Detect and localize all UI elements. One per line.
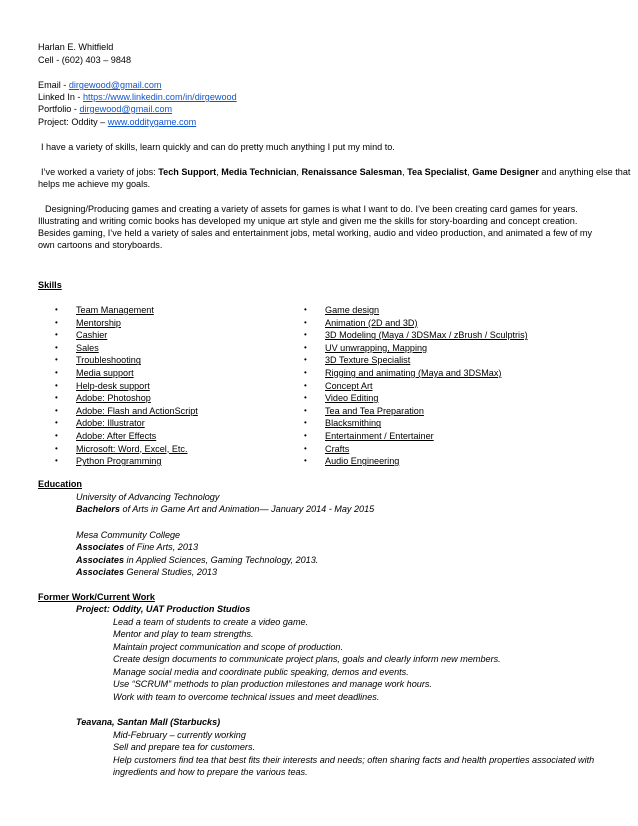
degree-detail: of Fine Arts, 2013 <box>124 542 198 552</box>
skill-label[interactable]: Team Management <box>76 305 154 315</box>
skill-label[interactable]: Help-desk support <box>76 380 150 391</box>
skill-label[interactable]: Microsoft: Word, Excel, Etc. <box>76 443 188 454</box>
portfolio-link[interactable]: dirgewood@gmail.com <box>79 104 173 114</box>
job-duty: Help customers find tea that best fits their interests and needs; often sharing facts and health properties associated with <box>113 755 595 765</box>
job-duty: Mentor and play to team strengths. <box>113 629 254 639</box>
job-duty: Create design documents to communicate project plans, goals and clearly inform new members. <box>113 654 501 664</box>
bullet: • <box>55 305 58 314</box>
degree-detail: of Arts in Game Art and Animation— January 2014 - May 2015 <box>119 504 375 514</box>
skill-label[interactable]: UV unwrapping, Mapping <box>325 342 428 353</box>
skill-label[interactable]: Animation (2D and 3D) <box>325 317 418 328</box>
separator: , <box>296 167 302 177</box>
email-label: Email - <box>38 80 69 90</box>
bullet: • <box>55 393 58 403</box>
bullet: • <box>304 317 307 327</box>
skills-heading: Skills <box>38 280 62 290</box>
job-game-designer: Game Designer <box>472 167 539 177</box>
education-heading: Education <box>38 479 82 489</box>
bullet: • <box>304 456 307 466</box>
degree-detail: in Applied Sciences, Gaming Technology, 2013. <box>124 555 319 565</box>
school-mesa: Mesa Community College <box>76 530 181 540</box>
skills-list-right <box>304 304 528 468</box>
skill-item <box>55 430 198 443</box>
summary-paragraph-2-line-2: helps me achieve my goals. <box>38 179 151 189</box>
skill-label[interactable]: Cashier <box>76 330 108 341</box>
bullet: • <box>304 342 307 352</box>
bullet: • <box>304 443 307 453</box>
contact-linkedin-line <box>38 91 237 103</box>
skill-item <box>55 367 198 380</box>
job-duty: ingredients and how to prepare the various teas. <box>113 767 308 777</box>
skill-item <box>304 380 528 393</box>
summary-paragraph-3: Designing/Producing games and creating a variety of assets for games is what I want to do. I’ve been creating card games for years. Illustrating and writing comic books has developed my unique art style and given me the skills for story-boarding and concept creation. Besides gaming, I’ve held a variety of sales and entertainment jobs, metal working, audio and video production, and animated a few of my own cartoons and storyboards. <box>38 204 593 250</box>
job-duty: Use “SCRUM” methods to plan production milestones and manage work hours. <box>113 679 432 689</box>
skill-label[interactable]: Adobe: Flash and ActionScript <box>76 405 198 416</box>
degree-associates-applied-sciences <box>76 554 318 566</box>
bullet: • <box>55 317 58 327</box>
skill-item <box>304 430 528 443</box>
bullet: • <box>55 430 58 440</box>
skill-label[interactable]: Blacksmithing <box>325 418 382 429</box>
skill-item <box>304 417 528 430</box>
bullet: • <box>55 456 58 466</box>
bullet: • <box>55 342 58 352</box>
skill-item <box>55 417 198 430</box>
skill-label[interactable]: 3D Texture Specialist <box>325 355 411 366</box>
summary-paragraph-1: I have a variety of skills, learn quickly and can do pretty much anything I put my mind to. <box>41 142 395 152</box>
school-uat: University of Advancing Technology <box>76 492 220 502</box>
bullet: • <box>304 367 307 377</box>
skill-item <box>304 317 528 330</box>
summary-jobs-end: and anything else that <box>538 167 631 177</box>
skill-item <box>55 392 198 405</box>
degree-type: Bachelors <box>76 504 120 514</box>
work-heading: Former Work/Current Work <box>38 592 155 602</box>
skill-label[interactable]: Python Programming <box>76 456 162 467</box>
skill-label[interactable]: Adobe: After Effects <box>76 430 157 441</box>
bullet: • <box>55 330 58 340</box>
summary-paragraph-2-line-1 <box>41 166 630 178</box>
skill-item <box>304 367 528 380</box>
job-duty: Lead a team of students to create a video game. <box>113 617 309 627</box>
skill-item <box>55 405 198 418</box>
skill-label[interactable]: Tea and Tea Preparation <box>325 405 424 416</box>
job-duty: Mid-February – currently working <box>113 730 246 740</box>
email-link[interactable]: dirgewood@gmail.com <box>68 80 162 90</box>
contact-portfolio-line <box>38 103 172 115</box>
contact-cell: Cell - (602) 403 – 9848 <box>38 55 132 65</box>
bullet: • <box>304 418 307 428</box>
skill-label[interactable]: Game design <box>325 305 380 315</box>
job-title-teavana: Teavana, Santan Mall (Starbucks) <box>76 717 221 727</box>
skill-item <box>55 304 198 317</box>
skill-item <box>55 317 198 330</box>
degree-bachelors <box>76 503 374 515</box>
job-duty: Sell and prepare tea for customers. <box>113 742 256 752</box>
bullet: • <box>55 405 58 415</box>
job-duty: Maintain project communication and scope of production. <box>113 642 343 652</box>
job-duty: Work with team to overcome technical issues and meet deadlines. <box>113 692 380 702</box>
bullet: • <box>304 393 307 403</box>
skill-label[interactable]: Entertainment / Entertainer <box>325 430 434 441</box>
skill-item <box>55 443 198 456</box>
skill-label[interactable]: Troubleshooting <box>76 355 141 366</box>
bullet: • <box>55 380 58 390</box>
degree-type: Associates <box>76 555 125 565</box>
job-media-technician: Media Technician <box>221 167 297 177</box>
portfolio-label: Portfolio - <box>38 104 80 114</box>
degree-detail: General Studies, 2013 <box>124 567 218 577</box>
job-tech-support: Tech Support <box>158 167 217 177</box>
skill-item <box>55 455 198 468</box>
contact-email-line <box>38 79 161 91</box>
bullet: • <box>55 355 58 365</box>
bullet: • <box>304 305 307 314</box>
skill-label[interactable]: Crafts <box>325 443 350 454</box>
bullet: • <box>304 330 307 340</box>
skill-item <box>55 380 198 393</box>
bullet: • <box>304 405 307 415</box>
skill-item <box>304 329 528 342</box>
degree-associates-fine-arts <box>76 541 198 553</box>
skill-item <box>55 329 198 342</box>
skill-item <box>304 354 528 367</box>
skill-label[interactable]: Concept Art <box>325 380 373 391</box>
skill-label[interactable]: Adobe: Photoshop <box>76 393 151 404</box>
skill-item <box>55 342 198 355</box>
skill-item <box>55 354 198 367</box>
skill-label[interactable]: Rigging and animating (Maya and 3DSMax) <box>325 367 502 378</box>
linkedin-label: Linked In - <box>38 92 83 102</box>
bullet: • <box>55 367 58 377</box>
bullet: • <box>304 355 307 365</box>
skill-label[interactable]: Media support <box>76 367 134 378</box>
skill-label[interactable]: Audio Engineering <box>325 456 400 467</box>
skill-label[interactable]: Video Editing <box>325 393 379 404</box>
project-link[interactable]: www.odditygame.com <box>107 117 197 127</box>
job-renaissance-salesman: Renaissance Salesman <box>301 167 403 177</box>
contact-project-line <box>38 116 196 128</box>
skill-label[interactable]: Mentorship <box>76 317 121 328</box>
linkedin-link[interactable]: https://www.linkedin.com/in/dirgewood <box>83 92 237 102</box>
skill-item <box>304 405 528 418</box>
contact-name: Harlan E. Whitfield <box>38 42 114 52</box>
separator: , <box>467 167 473 177</box>
separator: , <box>216 167 222 177</box>
bullet: • <box>304 380 307 390</box>
skill-item <box>304 342 528 355</box>
bullet: • <box>55 443 58 453</box>
skill-item <box>304 304 528 317</box>
degree-type: Associates <box>76 567 125 577</box>
degree-type: Associates <box>76 542 125 552</box>
job-title-oddity: Project: Oddity, UAT Production Studios <box>76 604 251 614</box>
bullet: • <box>304 430 307 440</box>
skills-list-left <box>55 304 198 468</box>
job-duty: Manage social media and coordinate public speaking, demos and events. <box>113 667 409 677</box>
skill-label[interactable]: Sales <box>76 342 99 353</box>
skill-item <box>304 443 528 456</box>
bullet: • <box>55 418 58 428</box>
degree-associates-general <box>76 566 217 578</box>
job-tea-specialist: Tea Specialist <box>407 167 468 177</box>
separator: , <box>402 167 408 177</box>
project-label: Project: Oddity – <box>38 117 108 127</box>
skill-label[interactable]: Adobe: Illustrator <box>76 418 145 429</box>
skill-item <box>304 455 528 468</box>
summary-jobs-intro: I’ve worked a variety of jobs: <box>41 167 159 177</box>
skill-item <box>304 392 528 405</box>
skill-label[interactable]: 3D Modeling (Maya / 3DSMax / zBrush / Sculptris) <box>325 330 528 341</box>
